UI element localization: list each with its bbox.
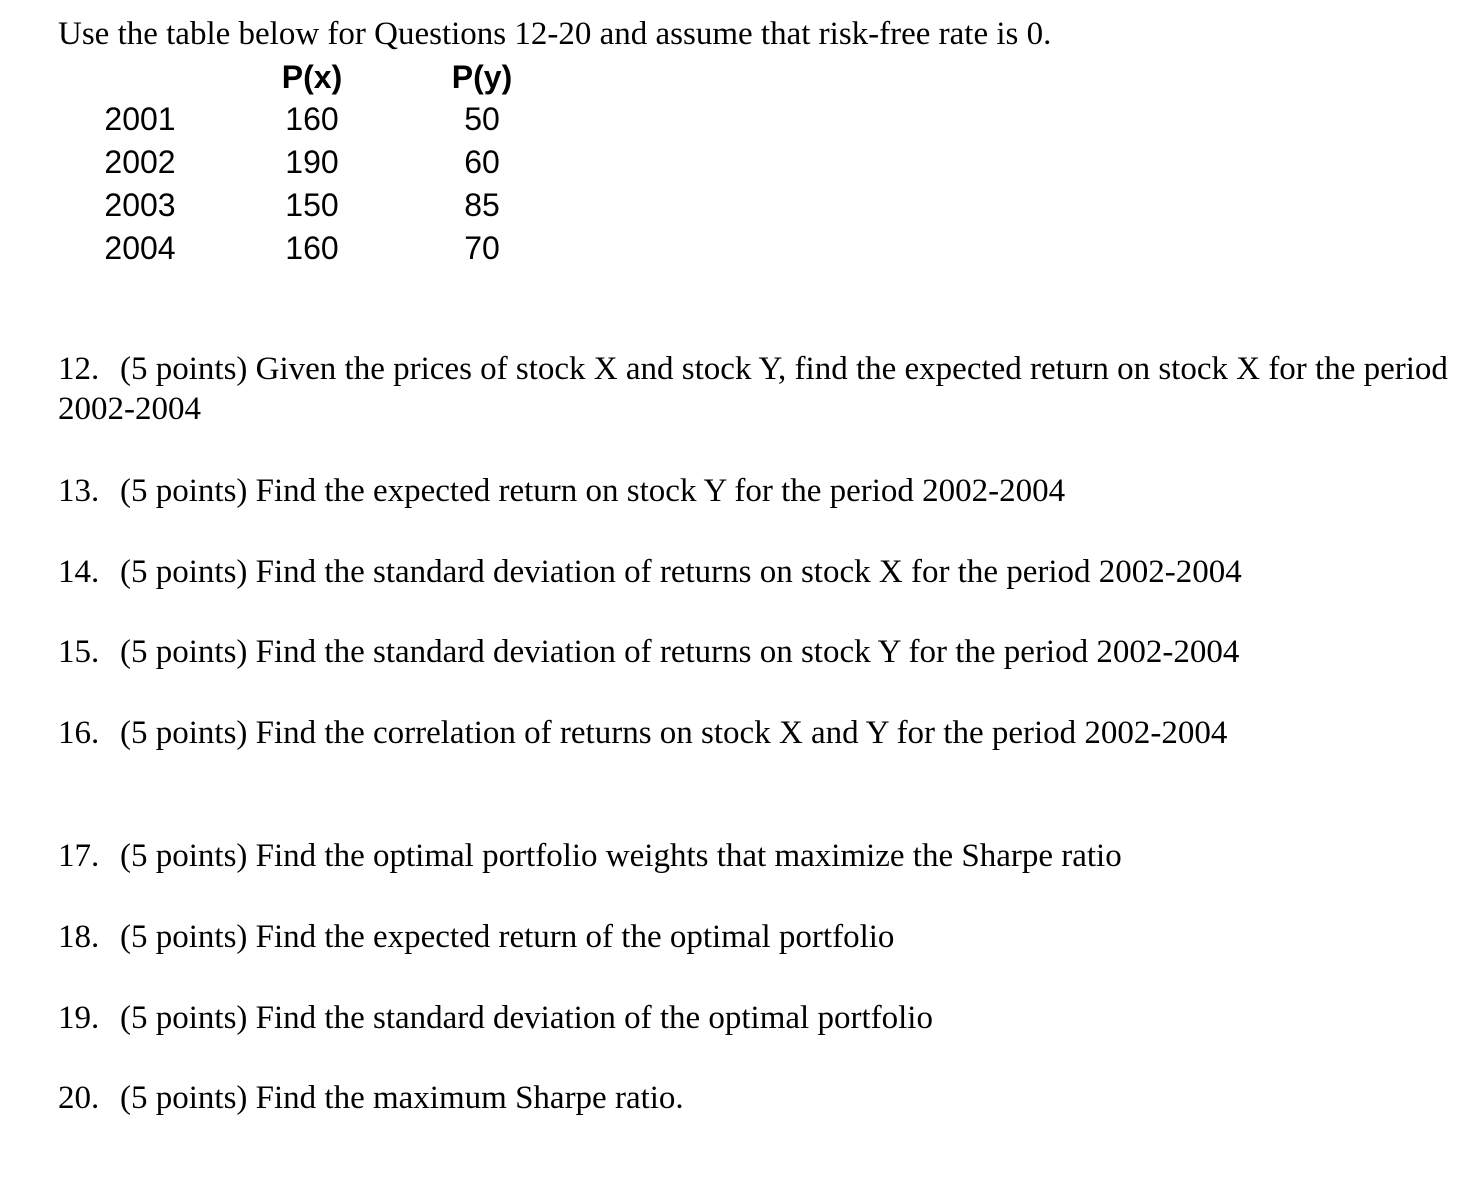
row-year: 2001 <box>104 101 176 137</box>
row-py: 70 <box>464 230 500 266</box>
row-px: 190 <box>285 144 339 180</box>
question-16 <box>58 713 1458 753</box>
question-text: (5 points) Find the standard deviation of returns on stock Y for the period 2002-2004 <box>120 634 1240 670</box>
header-px: P(x) <box>281 59 343 95</box>
question-text: (5 points) Find the expected return on stock Y for the period 2002-2004 <box>120 473 1066 509</box>
question-20 <box>58 1078 1458 1118</box>
row-px: 150 <box>285 187 339 223</box>
question-text: (5 points) Find the expected return of the optimal portfolio <box>120 919 895 955</box>
row-py: 85 <box>464 187 500 223</box>
row-px: 160 <box>285 101 339 137</box>
question-13 <box>58 471 1458 511</box>
question-number: 12. <box>58 351 100 387</box>
question-12 <box>58 349 1458 429</box>
question-number: 16. <box>58 715 100 751</box>
row-px: 160 <box>285 230 339 266</box>
question-number: 18. <box>58 919 100 955</box>
question-text: (5 points) Given the prices of stock X and stock Y, find the expected return on stock X for the period 2002-2004 <box>58 351 1448 427</box>
question-number: 14. <box>58 554 100 590</box>
intro-text: Use the table below for Questions 12-20 and assume that risk-free rate is 0. <box>58 16 1052 52</box>
question-text: (5 points) Find the standard deviation of returns on stock X for the period 2002-2004 <box>120 554 1242 590</box>
question-17 <box>58 836 1458 876</box>
question-number: 13. <box>58 473 100 509</box>
question-19 <box>58 998 1458 1038</box>
question-number: 17. <box>58 838 100 874</box>
question-text: (5 points) Find the optimal portfolio weights that maximize the Sharpe ratio <box>120 838 1122 874</box>
row-year: 2002 <box>104 144 176 180</box>
question-number: 15. <box>58 634 100 670</box>
question-18 <box>58 917 1458 957</box>
question-text: (5 points) Find the maximum Sharpe ratio. <box>120 1080 684 1116</box>
question-15 <box>58 632 1458 672</box>
row-py: 50 <box>464 101 500 137</box>
question-14 <box>58 552 1458 592</box>
question-number: 20. <box>58 1080 100 1116</box>
row-py: 60 <box>464 144 500 180</box>
row-year: 2003 <box>104 187 176 223</box>
row-year: 2004 <box>104 230 176 266</box>
header-py: P(y) <box>451 59 513 95</box>
question-text: (5 points) Find the standard deviation of the optimal portfolio <box>120 1000 933 1036</box>
question-number: 19. <box>58 1000 100 1036</box>
question-text: (5 points) Find the correlation of returns on stock X and Y for the period 2002-2004 <box>120 715 1228 751</box>
